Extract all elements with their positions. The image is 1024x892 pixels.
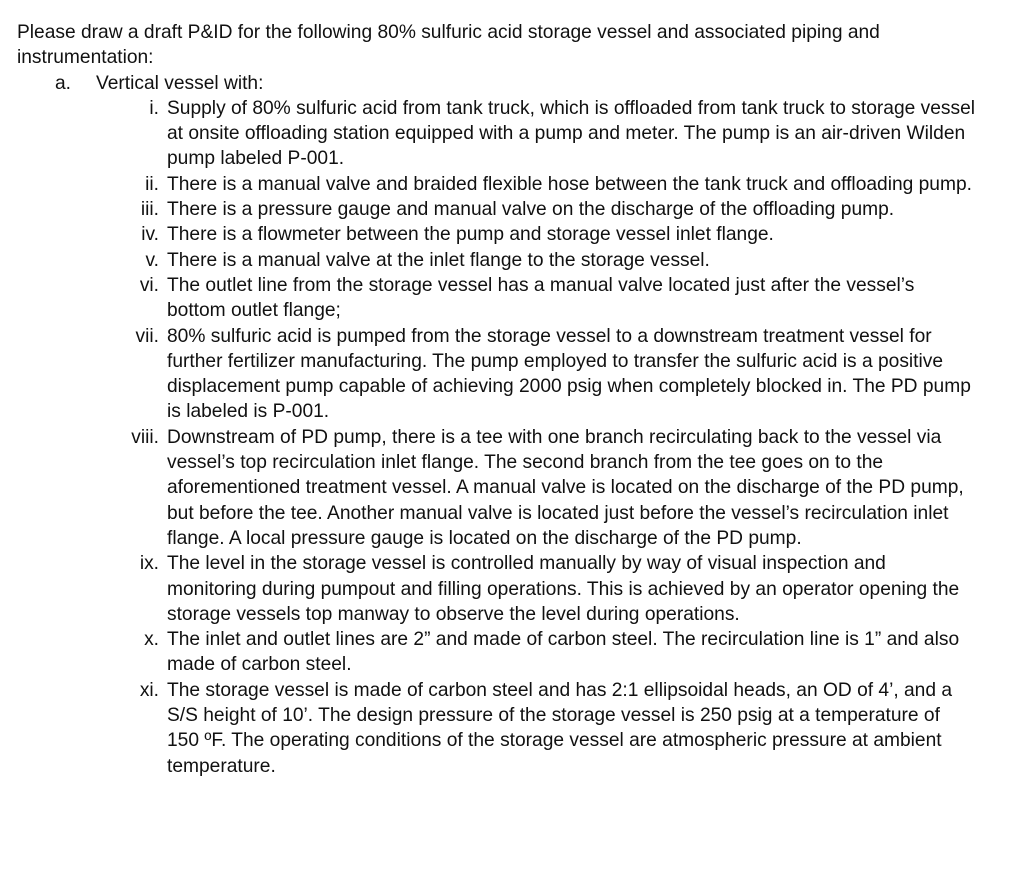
list-item-number: v. [145, 249, 159, 271]
list-item-number: ii. [145, 173, 159, 195]
list-item [17, 222, 977, 247]
list-item-number: xi. [139, 679, 159, 701]
list-item-number: viii. [131, 426, 159, 448]
list-item-text: Downstream of PD pump, there is a tee with one branch recirculating back to the vessel via vessel’s top recirculation inlet flange. The second branch from the tee goes on to the aforementioned treatment vessel. A manual valve is located on the discharge of the PD pump, but before the tee. Another manual valve is located just before the vessel’s recirculation inlet flange. A local pressure gauge is located on the discharge of the PD pump. [167, 426, 964, 549]
list-item-number: ix. [139, 553, 159, 575]
section-a [17, 71, 977, 96]
list-item-text: There is a manual valve and braided flexible hose between the tank truck and offloading pump. [167, 173, 972, 195]
list-item [17, 172, 977, 197]
list-item-text: The inlet and outlet lines are 2” and made of carbon steel. The recirculation line is 1” and also made of carbon steel. [167, 629, 960, 676]
list-item-number: i. [149, 97, 159, 119]
list-item-text: 80% sulfuric acid is pumped from the storage vessel to a downstream treatment vessel for further fertilizer manufacturing. The pump employed to transfer the sulfuric acid is a positive displacement pump capable of achieving 2000 psig when completely blocked in. The PD pump is labeled is P-001. [167, 325, 971, 423]
list-item [17, 324, 977, 425]
section-a-marker: a. [55, 72, 72, 94]
list-item-number: vi. [139, 274, 159, 296]
list-item [17, 197, 977, 222]
list-item [17, 551, 977, 627]
list-item [17, 425, 977, 551]
list-item [17, 248, 977, 273]
list-item-number: iii. [140, 199, 159, 221]
section-a-label: Vertical vessel with: [96, 72, 264, 94]
list-item-text: The level in the storage vessel is controlled manually by way of visual inspection and monitoring during pumpout and filling operations. This is achieved by an operator opening the storage vessels top manway to observe the level during operations. [167, 553, 960, 625]
list-item-text: There is a pressure gauge and manual valve on the discharge of the offloading pump. [167, 199, 895, 221]
list-item-number: x. [144, 629, 159, 651]
list-item-text: There is a manual valve at the inlet flange to the storage vessel. [167, 249, 710, 271]
list-item [17, 273, 977, 324]
requirements-list [17, 96, 977, 779]
document-body [17, 20, 977, 779]
list-item [17, 678, 977, 779]
intro-paragraph: Please draw a draft P&ID for the following 80% sulfuric acid storage vessel and associated piping and instrumentation: [17, 22, 880, 69]
list-item-number: iv. [141, 224, 159, 246]
list-item [17, 96, 977, 172]
list-item-text: The storage vessel is made of carbon steel and has 2:1 ellipsoidal heads, an OD of 4’, and a S/S height of 10’. The design pressure of the storage vessel is 250 psig at a temperature of 150 ºF. The operating conditions of the storage vessel are atmospheric pressure at ambient temperature. [167, 679, 953, 777]
list-item-number: vii. [135, 325, 159, 347]
list-item-text: Supply of 80% sulfuric acid from tank truck, which is offloaded from tank truck to storage vessel at onsite offloading station equipped with a pump and meter. The pump is an air-driven Wilden pump labeled P-001. [167, 97, 976, 170]
list-item [17, 627, 977, 678]
list-item-text: There is a flowmeter between the pump and storage vessel inlet flange. [167, 224, 774, 246]
list-item-text: The outlet line from the storage vessel has a manual valve located just after the vessel’s bottom outlet flange; [167, 274, 915, 322]
